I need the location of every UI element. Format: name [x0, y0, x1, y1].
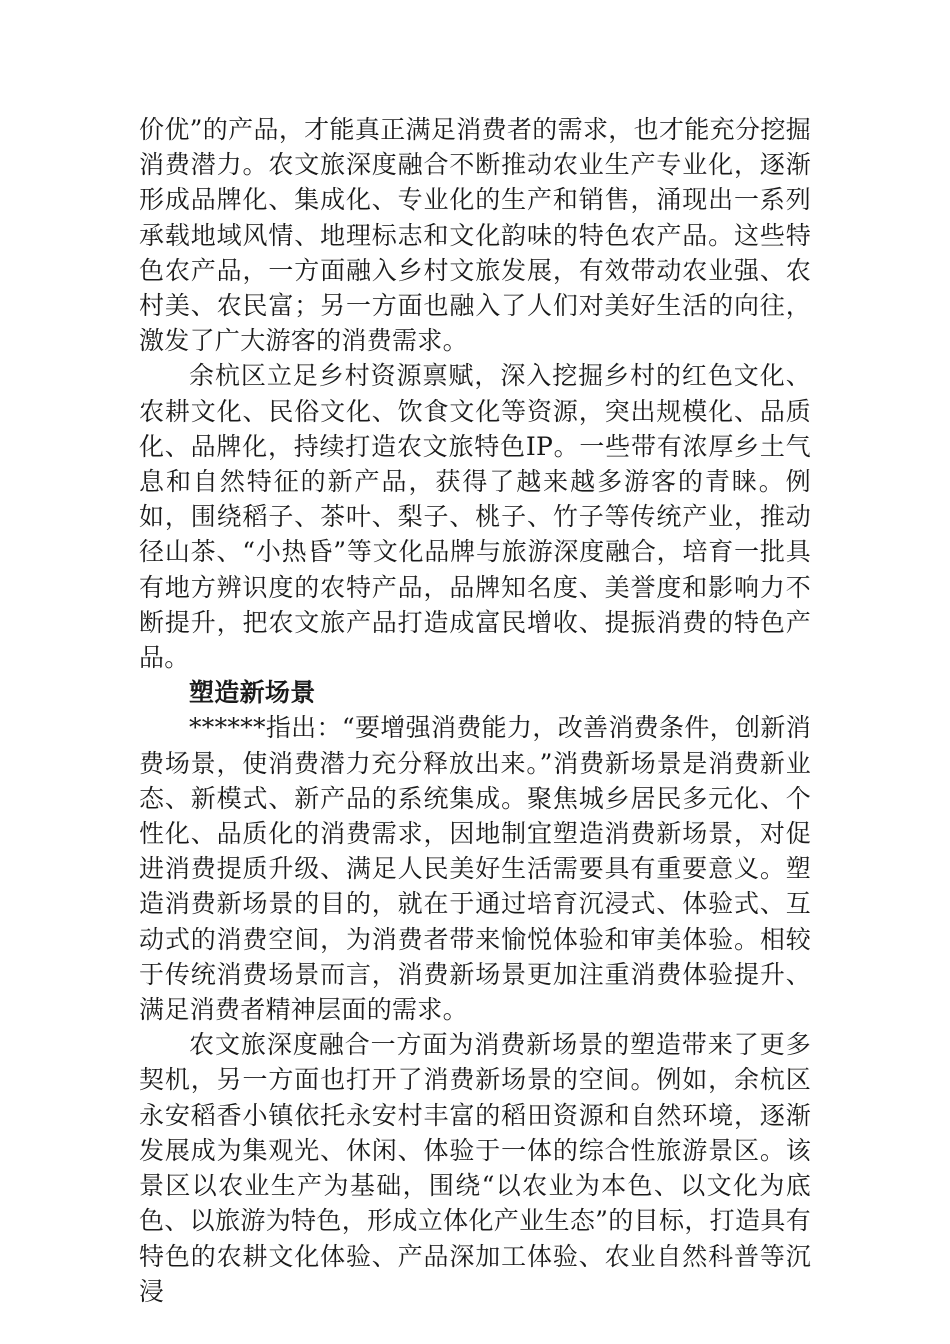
paragraph-2: 余杭区立足乡村资源禀赋，深入挖掘乡村的红色文化、农耕文化、民俗文化、饮食文化等资源，突出规模化、品质化、品牌化，持续打造农文旅特色IP。一些带有浓厚乡土气息和自然特征的新产品，获得了越来越多游客的青睐。例如，围绕稻子、茶叶、梨子、桃子、竹子等传统产业，推动径山茶、“小热昏”等文化品牌与旅游深度融合，培育一批具有地方辨识度的农特产品，品牌知名度、美誉度和影响力不断提升，把农文旅产品打造成富民增收、提振消费的特色产品。	[139, 361, 811, 673]
paragraph-1: 价优”的产品，才能真正满足消费者的需求，也才能充分挖掘消费潜力。农文旅深度融合不断推动农业生产专业化，逐渐形成品牌化、集成化、专业化的生产和销售，涌现出一系列承载地域风情、地理标志和文化韵味的特色农产品。这些特色农产品，一方面融入乡村文旅发展，有效带动农业强、农村美、农民富；另一方面也融入了人们对美好生活的向往，激发了广大游客的消费需求。	[139, 115, 811, 356]
section-heading: 塑造新场景	[189, 678, 316, 708]
paragraph-4: 农文旅深度融合一方面为消费新场景的塑造带来了更多契机，另一方面也打开了消费新场景的空间。例如，余杭区永安稻香小镇依托永安村丰富的稻田资源和自然环境，逐渐发展成为集观光、休闲、体验于一体的综合性旅游景区。该景区以农业生产为基础，围绕“以农业为本色、以文化为底色、以旅游为特色，形成立体化产业生态”的目标，打造具有特色的农耕文化体验、产品深加工体验、农业自然科普等沉浸	[139, 1030, 811, 1306]
document-body	[139, 112, 811, 1309]
paragraph-3: ******指出：“要增强消费能力，改善消费条件，创新消费场景，使消费潜力充分释放出来。”消费新场景是消费新业态、新模式、新产品的系统集成。聚焦城乡居民多元化、个性化、品质化的消费需求，因地制宜塑造消费新场景，对促进消费提质升级、满足人民美好生活需要具有重要意义。塑造消费新场景的目的，就在于通过培育沉浸式、体验式、互动式的消费空间，为消费者带来愉悦体验和审美体验。相较于传统消费场景而言，消费新场景更加注重消费体验提升、满足消费者精神层面的需求。	[139, 713, 811, 1025]
